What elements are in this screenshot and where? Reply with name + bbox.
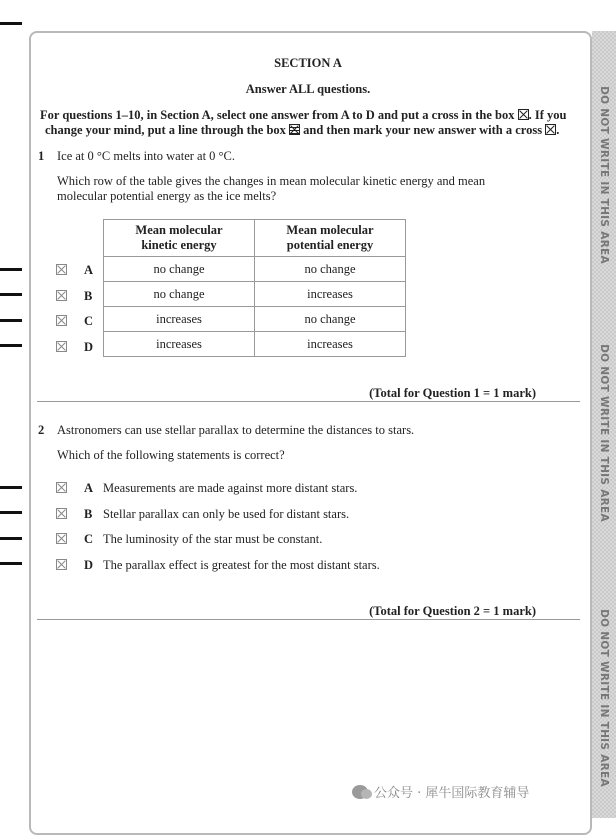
question-prompt: Which of the following statements is correct? bbox=[57, 448, 285, 462]
answer-checkbox-c[interactable] bbox=[56, 315, 67, 326]
struck-box-icon bbox=[289, 124, 300, 135]
registration-mark bbox=[0, 268, 22, 271]
option-letter: D bbox=[84, 558, 94, 572]
table-header: Mean molecular potential energy bbox=[255, 220, 406, 257]
table-cell: increases bbox=[104, 332, 255, 357]
table-row bbox=[104, 307, 406, 332]
answer-checkbox-a[interactable] bbox=[56, 264, 67, 275]
instructions-text: . bbox=[556, 123, 560, 137]
option-text: Measurements are made against more distant stars. bbox=[103, 481, 358, 495]
question-number: 1 bbox=[38, 149, 45, 163]
question-stem: Astronomers can use stellar parallax to determine the distances to stars. bbox=[57, 423, 415, 437]
table-cell: increases bbox=[104, 307, 255, 332]
answer-checkbox-b[interactable] bbox=[56, 508, 67, 519]
question-prompt: Which row of the table gives the changes in mean molecular kinetic energy and mean bbox=[57, 174, 486, 188]
instructions-text: and then mark your new answer with a cross bbox=[303, 123, 543, 137]
instructions-text: . If you bbox=[528, 108, 567, 122]
registration-mark bbox=[0, 486, 22, 489]
answer-checkbox-b[interactable] bbox=[56, 290, 67, 301]
instructions-text: For questions 1–10, in Section A, select one answer from A to D and put a cross in the box bbox=[40, 108, 515, 122]
registration-mark bbox=[0, 511, 22, 514]
table-row bbox=[104, 282, 406, 307]
option-letter: A bbox=[84, 263, 94, 277]
q1-answer-table bbox=[103, 219, 406, 357]
answer-checkbox-d[interactable] bbox=[56, 559, 67, 570]
instructions-text: change your mind, put a line through the box bbox=[45, 123, 286, 137]
divider bbox=[37, 619, 580, 620]
table-header-row bbox=[104, 220, 406, 257]
option-letter: B bbox=[84, 289, 93, 303]
registration-mark bbox=[0, 344, 22, 347]
question-number: 2 bbox=[38, 423, 45, 437]
table-row bbox=[104, 257, 406, 282]
option-letter: B bbox=[84, 507, 93, 521]
table-row bbox=[104, 332, 406, 357]
option-letter: A bbox=[84, 481, 94, 495]
answer-checkbox-d[interactable] bbox=[56, 341, 67, 352]
instructions-line-2 bbox=[45, 123, 559, 138]
option-text: The luminosity of the star must be constant. bbox=[103, 532, 323, 546]
registration-mark bbox=[0, 562, 22, 565]
instructions-line-1 bbox=[40, 108, 566, 123]
crossed-box-icon bbox=[545, 124, 556, 135]
margin-label-top: DO NOT WRITE IN THIS AREA bbox=[598, 86, 610, 264]
watermark-text: 公众号 · 犀牛国际教育辅导 bbox=[374, 786, 530, 801]
table-cell: no change bbox=[104, 282, 255, 307]
registration-mark bbox=[0, 293, 22, 296]
watermark bbox=[352, 782, 529, 801]
margin-label-bottom: DO NOT WRITE IN THIS AREA bbox=[598, 609, 610, 787]
option-text: Stellar parallax can only be used for distant stars. bbox=[103, 507, 350, 521]
question-total: (Total for Question 1 = 1 mark) bbox=[369, 386, 536, 400]
option-text: The parallax effect is greatest for the most distant stars. bbox=[103, 558, 380, 572]
option-letter: D bbox=[84, 340, 94, 354]
question-stem: Ice at 0 °C melts into water at 0 °C. bbox=[57, 149, 236, 163]
question-prompt: molecular potential energy as the ice melts? bbox=[57, 189, 277, 203]
option-letter: C bbox=[84, 314, 94, 328]
section-subtitle: Answer ALL questions. bbox=[245, 82, 371, 96]
table-header: Mean molecular kinetic energy bbox=[104, 220, 255, 257]
table-cell: no change bbox=[255, 257, 406, 282]
table-cell: increases bbox=[255, 332, 406, 357]
registration-mark bbox=[0, 537, 22, 540]
table-cell: no change bbox=[104, 257, 255, 282]
divider bbox=[37, 401, 580, 402]
section-title: SECTION A bbox=[274, 56, 342, 70]
registration-mark bbox=[0, 22, 22, 25]
table-cell: increases bbox=[255, 282, 406, 307]
margin-label-middle: DO NOT WRITE IN THIS AREA bbox=[598, 344, 610, 522]
answer-checkbox-c[interactable] bbox=[56, 533, 67, 544]
crossed-box-icon bbox=[518, 109, 529, 120]
answer-checkbox-a[interactable] bbox=[56, 482, 67, 493]
wechat-icon bbox=[352, 785, 368, 799]
question-total: (Total for Question 2 = 1 mark) bbox=[369, 604, 536, 618]
registration-mark bbox=[0, 319, 22, 322]
option-letter: C bbox=[84, 532, 94, 546]
table-cell: no change bbox=[255, 307, 406, 332]
